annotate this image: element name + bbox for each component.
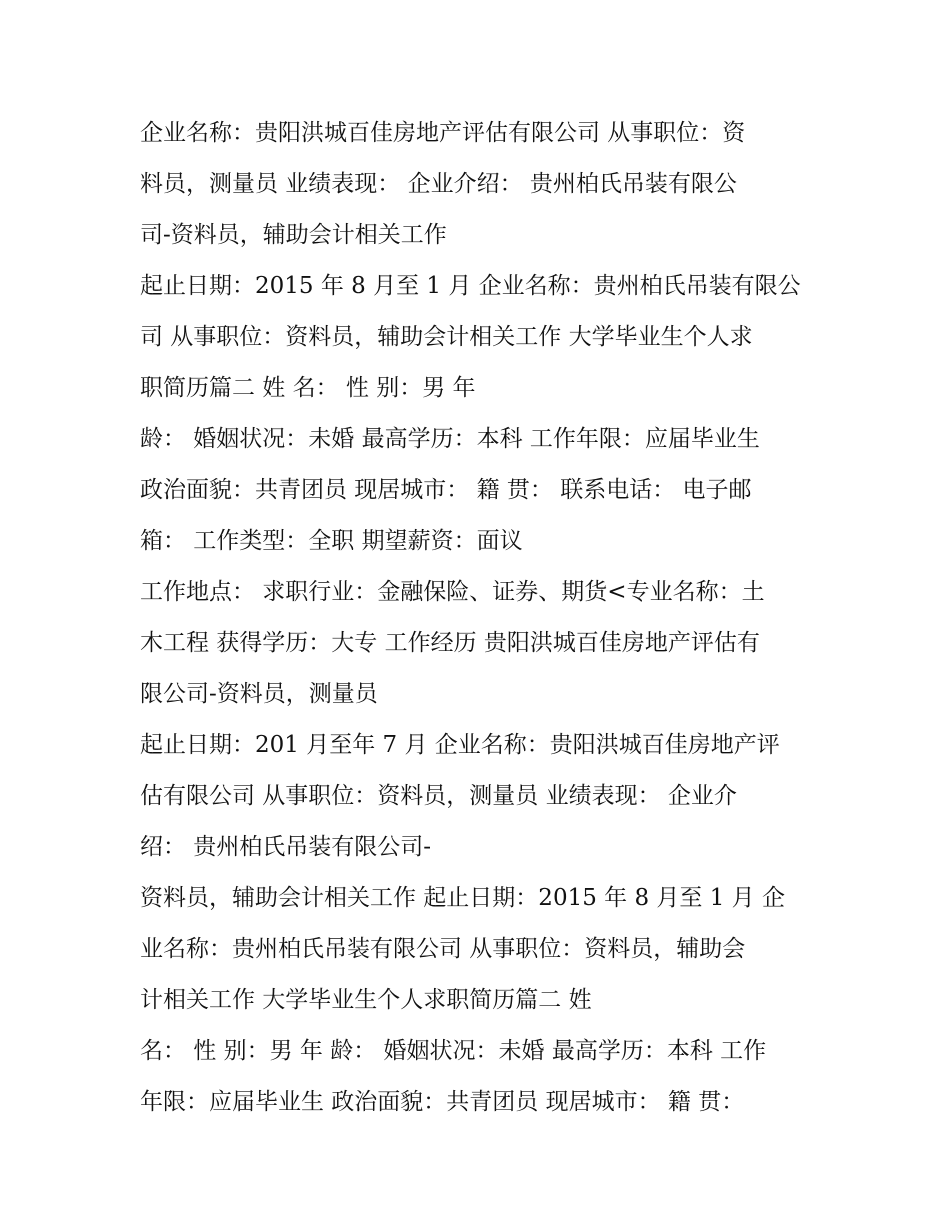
- text-line: 政治面貌：共青团员 现居城市： 籍 贯： 联系电话： 电子邮: [140, 477, 752, 503]
- text-line: 限公司-资料员，测量员: [140, 681, 378, 707]
- text-line: 箱： 工作类型：全职 期望薪资：面议: [140, 528, 523, 554]
- text-line: 资料员，辅助会计相关工作 起止日期：2015 年 8 月至 1 月 企: [140, 885, 785, 911]
- text-line: 业名称：贵州柏氏吊装有限公司 从事职位：资料员，辅助会: [140, 936, 746, 962]
- text-line: 起止日期：201 月至年 7 月 企业名称：贵阳洪城百佳房地产评: [140, 732, 780, 758]
- text-line: 工作地点： 求职行业：金融保险、证券、期货<专业名称：土: [140, 579, 765, 605]
- text-line: 名： 性 别：男 年 龄： 婚姻状况：未婚 最高学历：本科 工作: [140, 1038, 767, 1064]
- text-line: 绍： 贵州柏氏吊装有限公司-: [140, 834, 432, 860]
- text-line: 职简历篇二 姓 名： 性 别：男 年: [140, 375, 476, 401]
- text-line: 计相关工作 大学毕业生个人求职简历篇二 姓: [140, 987, 592, 1013]
- text-line: 司-资料员，辅助会计相关工作: [140, 222, 447, 248]
- text-line: 估有限公司 从事职位：资料员，测量员 业绩表现： 企业介: [140, 783, 737, 809]
- text-line: 司 从事职位：资料员，辅助会计相关工作 大学毕业生个人求: [140, 324, 753, 350]
- text-line: 起止日期：2015 年 8 月至 1 月 企业名称：贵州柏氏吊装有限公: [140, 273, 801, 299]
- text-line: 龄： 婚姻状况：未婚 最高学历：本科 工作年限：应届毕业生: [140, 426, 760, 452]
- text-line: 木工程 获得学历：大专 工作经历 贵阳洪城百佳房地产评估有: [140, 630, 760, 656]
- text-line: 企业名称：贵阳洪城百佳房地产评估有限公司 从事职位：资: [140, 120, 746, 146]
- document-text: [140, 108, 820, 1128]
- text-line: 年限：应届毕业生 政治面貌：共青团员 现居城市： 籍 贯：: [140, 1089, 745, 1115]
- text-line: 料员，测量员 业绩表现： 企业介绍： 贵州柏氏吊装有限公: [140, 171, 737, 197]
